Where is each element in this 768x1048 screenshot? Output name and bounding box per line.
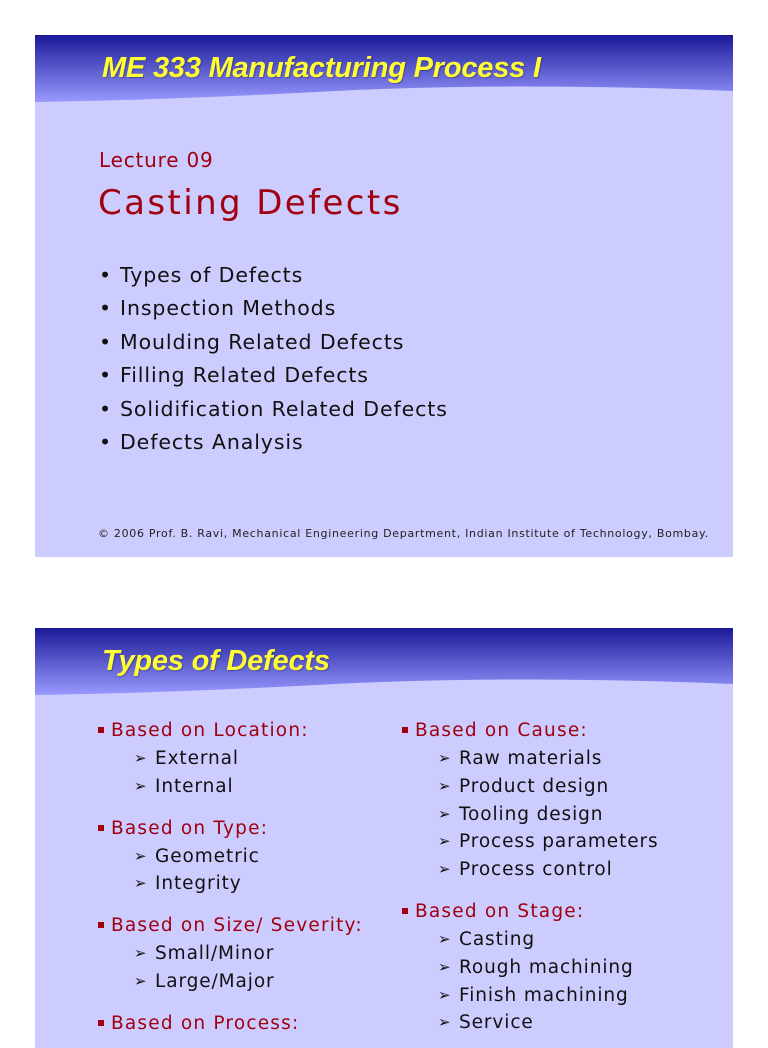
list-item: [402, 804, 659, 832]
square-bullet-icon: [98, 727, 104, 733]
category-heading: [98, 915, 363, 943]
category-group: [98, 818, 363, 902]
bullet-icon: •: [99, 363, 112, 388]
list-item-text: Rough machining: [459, 956, 634, 978]
square-bullet-icon: [402, 908, 408, 914]
list-item: [98, 873, 363, 901]
arrow-bullet-icon: ➢: [134, 971, 148, 990]
slide-lecture-title: [35, 35, 733, 557]
list-item-text: Tooling design: [459, 803, 604, 825]
list-item: [99, 330, 448, 363]
category-heading: [98, 720, 363, 748]
topic-text: Defects Analysis: [120, 429, 304, 454]
list-item-text: Process parameters: [459, 831, 659, 853]
bullet-icon: •: [99, 296, 112, 321]
bullet-icon: •: [99, 429, 112, 454]
list-item: [402, 831, 659, 859]
arrow-bullet-icon: ➢: [134, 749, 148, 767]
list-item-text: Small/Minor: [155, 943, 275, 965]
list-item: [402, 748, 659, 776]
category-heading-text: Based on Size/ Severity:: [111, 915, 363, 937]
arrow-bullet-icon: ➢: [438, 957, 452, 976]
list-item: [98, 846, 363, 874]
slide-types-of-defects: [35, 628, 733, 1048]
square-bullet-icon: [98, 922, 104, 928]
list-item-text: Service: [459, 1012, 534, 1034]
list-item: [98, 971, 363, 999]
arrow-bullet-icon: ➢: [134, 944, 148, 963]
arrow-bullet-icon: ➢: [438, 804, 452, 823]
lecture-title: Casting Defects: [98, 183, 403, 223]
list-item: [99, 296, 448, 329]
arrow-bullet-icon: ➢: [438, 985, 452, 1004]
left-column: [98, 720, 363, 1048]
arrow-bullet-icon: ➢: [134, 776, 148, 795]
category-heading-text: Based on Type:: [111, 817, 269, 839]
arrow-bullet-icon: ➢: [134, 846, 148, 865]
list-item-text: Finish machining: [459, 984, 629, 1006]
square-bullet-icon: [402, 727, 408, 733]
list-item-text: Casting: [459, 928, 536, 950]
arrow-bullet-icon: ➢: [438, 929, 452, 948]
list-item: [98, 943, 363, 971]
topic-text: Solidification Related Defects: [120, 396, 448, 421]
list-item: [402, 957, 659, 985]
category-group: [402, 901, 659, 1040]
list-item: [99, 430, 448, 463]
arrow-bullet-icon: ➢: [438, 749, 452, 767]
slide-title: ME 333 Manufacturing Process I: [102, 52, 541, 84]
square-bullet-icon: [98, 825, 104, 831]
topic-text: Inspection Methods: [120, 296, 337, 321]
list-item: [402, 776, 659, 804]
right-column: [402, 720, 659, 1048]
slide-title: Types of Defects: [102, 645, 330, 677]
arrow-bullet-icon: ➢: [438, 832, 452, 851]
bullet-icon: •: [99, 329, 112, 354]
category-heading-text: Based on Cause:: [415, 720, 588, 741]
topic-text: Types of Defects: [120, 263, 304, 287]
list-item-text: Product design: [459, 775, 610, 797]
category-group: [98, 1013, 363, 1041]
list-item: [402, 985, 659, 1013]
list-item: [402, 929, 659, 957]
arrow-bullet-icon: ➢: [134, 874, 148, 893]
category-group: [402, 720, 659, 887]
lecture-number: Lecture 09: [99, 148, 214, 172]
category-heading: [98, 818, 363, 846]
list-item-text: External: [155, 748, 239, 769]
copyright-notice: © 2006 Prof. B. Ravi, Mechanical Engineering Department, Indian Institute of Technology, Bombay.: [98, 527, 709, 540]
list-item-text: Process control: [459, 859, 613, 881]
list-item: [98, 748, 363, 776]
category-heading-text: Based on Location:: [111, 720, 309, 741]
arrow-bullet-icon: ➢: [438, 1013, 452, 1032]
list-item-text: Raw materials: [459, 748, 603, 769]
list-item: [402, 859, 659, 887]
topic-text: Filling Related Defects: [120, 363, 369, 388]
list-item: [99, 363, 448, 396]
category-group: [98, 915, 363, 999]
list-item-text: Large/Major: [155, 970, 275, 992]
category-heading: [98, 1013, 363, 1041]
square-bullet-icon: [98, 1020, 104, 1026]
list-item: [402, 1012, 659, 1040]
topic-text: Moulding Related Defects: [120, 329, 405, 354]
list-item-text: Internal: [155, 775, 234, 797]
arrow-bullet-icon: ➢: [438, 860, 452, 879]
list-item: [99, 263, 448, 296]
category-heading: [402, 901, 659, 929]
list-item-text: Integrity: [155, 873, 242, 895]
category-heading-text: Based on Stage:: [415, 900, 585, 922]
list-item-text: Geometric: [155, 845, 260, 867]
category-heading: [402, 720, 659, 748]
list-item: [98, 776, 363, 804]
list-item: [99, 397, 448, 430]
category-heading-text: Based on Process:: [111, 1012, 300, 1034]
arrow-bullet-icon: ➢: [438, 776, 452, 795]
bullet-icon: •: [99, 396, 112, 421]
category-group: [98, 720, 363, 804]
topic-list: [99, 263, 448, 463]
bullet-icon: •: [99, 263, 112, 287]
